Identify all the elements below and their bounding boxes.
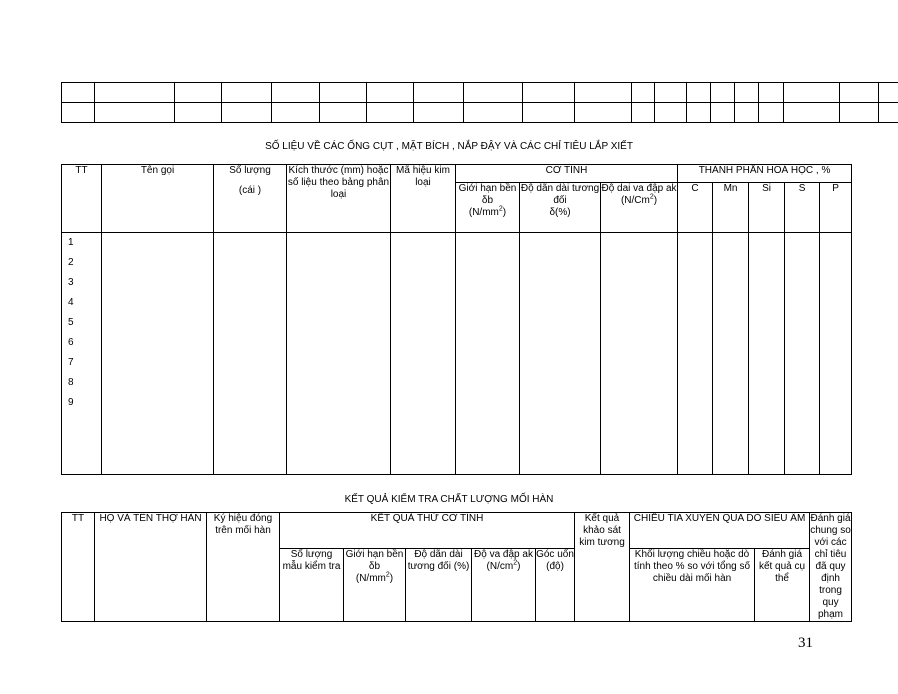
grid-cell (175, 103, 222, 123)
grid-cell (175, 83, 222, 103)
grid-cell (735, 83, 759, 103)
top-grid-row (62, 83, 898, 103)
header-gioi-han (456, 183, 520, 233)
header-s: S (785, 183, 820, 233)
header-chieu-tia: CHIẾU TIA XUYÊN QUA DÒ SIÊU ÂM (630, 513, 810, 549)
header-ky-hieu: Ký hiệu đóng trên mối hàn (207, 513, 280, 622)
body-cell (678, 233, 713, 475)
body-cell (287, 233, 391, 475)
grid-cell (414, 103, 464, 123)
row-number: 5 (68, 317, 74, 328)
row-number: 7 (68, 357, 74, 368)
row-number: 8 (68, 377, 74, 388)
do-dan-label: Độ dãn dài tương đối (520, 183, 600, 206)
row-number: 9 (68, 397, 74, 408)
gioi-han-unit (344, 573, 405, 585)
body-cell (749, 233, 785, 475)
grid-cell (784, 83, 840, 103)
header-tt: TT (62, 513, 95, 622)
do-dai-unit-sup: 2 (649, 193, 654, 201)
weld-inspection-table (61, 512, 852, 622)
gioi-han-unit-text: (N/mm (468, 207, 499, 218)
body-cell (214, 233, 287, 475)
grid-cell (523, 83, 575, 103)
do-va-dap-label: Độ va đập ak (474, 548, 533, 560)
top-grid-table (61, 82, 898, 123)
grid-cell (632, 83, 655, 103)
page-number: 31 (798, 635, 813, 651)
fittings-data-table (61, 164, 852, 475)
so-luong-label: Số lượng (229, 165, 271, 176)
do-dai-unit (601, 195, 677, 207)
header-goc-uon: Góc uốn (độ) (536, 548, 575, 621)
section1-title: SỐ LIỆU VỀ CÁC ỐNG CỤT , MẶT BÍCH , NẮP ĐẬY VÀ CÁC CHỈ TIÊU LẮP XIẾT (265, 141, 633, 152)
do-va-dap-unit-sup: 2 (513, 559, 518, 567)
do-va-dap-unit-text: (N/cm (486, 560, 514, 572)
header-c: C (678, 183, 713, 233)
body-cell (520, 233, 601, 475)
header-khoi-luong: Khối lượng chiều hoặc dò tính theo % so với tổng số chiều dài mối hàn (630, 548, 755, 621)
grid-cell (840, 103, 879, 123)
body-cell (713, 233, 749, 475)
grid-cell (759, 103, 784, 123)
header-ket-qua-khao-sat: Kết quả khảo sát kim tương (575, 513, 630, 622)
header-thanh-phan: THÀNH PHẦN HOÁ HỌC , % (678, 165, 852, 183)
header-kich-thuoc: Kích thước (mm) hoặc số liệu theo bảng phân loại (287, 165, 391, 233)
grid-cell (272, 83, 320, 103)
body-cell (102, 233, 214, 475)
grid-cell (711, 83, 735, 103)
row-number: 1 (68, 237, 74, 248)
grid-cell (759, 83, 784, 103)
grid-cell (222, 83, 272, 103)
header-p: P (820, 183, 852, 233)
grid-cell (414, 83, 464, 103)
gioi-han-unit-close: ) (502, 207, 507, 218)
grid-cell (735, 103, 759, 123)
do-dai-unit-text: (N/Cm (620, 195, 650, 206)
header-mn: Mn (713, 183, 749, 233)
header-do-dan: Độ dãn dài tương đối (%) (406, 548, 472, 621)
grid-cell (320, 83, 367, 103)
grid-cell (62, 83, 95, 103)
gioi-han-unit-sup: 2 (498, 205, 503, 213)
gioi-han-label: Giới hạn bền δb (345, 548, 404, 572)
so-luong-unit: (cái ) (238, 185, 262, 196)
grid-cell (575, 103, 632, 123)
do-dai-unit-close: ) (653, 195, 658, 206)
row-number: 3 (68, 277, 74, 288)
grid-cell (632, 103, 655, 123)
grid-cell (840, 83, 879, 103)
grid-cell (320, 103, 367, 123)
header-so-luong-mau: Số lượng mẫu kiểm tra (280, 548, 344, 621)
grid-cell (687, 83, 711, 103)
row-number: 2 (68, 257, 74, 268)
grid-cell (687, 103, 711, 123)
header-ma-hieu: Mã hiệu kim loại (391, 165, 456, 233)
grid-cell (784, 103, 840, 123)
body-cell (391, 233, 456, 475)
do-dai-label: Độ dai va đập ak (601, 183, 677, 194)
header-gioi-han (344, 548, 406, 621)
grid-cell (879, 83, 898, 103)
row-number: 6 (68, 337, 74, 348)
grid-cell (523, 103, 575, 123)
grid-cell (367, 83, 414, 103)
grid-cell (464, 83, 523, 103)
body-cell (456, 233, 520, 475)
gioi-han-unit-text: (N/mm (355, 572, 386, 584)
header-ket-qua-co-tinh: KẾT QUẢ THỬ CƠ TÍNH (280, 513, 575, 549)
gioi-han-label: Giới hạn bền δb (458, 183, 517, 206)
grid-cell (711, 103, 735, 123)
header-danh-gia-ket-qua: Đánh giá kết quả cụ thể (755, 548, 810, 621)
grid-cell (575, 83, 632, 103)
grid-cell (464, 103, 523, 123)
row-number: 4 (68, 297, 74, 308)
grid-cell (95, 83, 175, 103)
grid-cell (879, 103, 898, 123)
do-dan-unit: δ(%) (549, 207, 571, 218)
header-si: Si (749, 183, 785, 233)
header-do-va-dap (472, 548, 536, 621)
section2-title: KẾT QUẢ KIỂM TRA CHẤT LƯỢNG MỐI HÀN (344, 494, 554, 505)
header-co-tinh: CƠ TÍNH (456, 165, 678, 183)
header-ten-goi: Tên gọi (102, 165, 214, 233)
grid-cell (272, 103, 320, 123)
header-tt: TT (62, 165, 102, 233)
row-number-column (62, 233, 102, 475)
grid-cell (222, 103, 272, 123)
gioi-han-unit (456, 207, 519, 219)
grid-cell (655, 83, 687, 103)
body-cell (785, 233, 820, 475)
do-va-dap-unit (472, 561, 535, 573)
gioi-han-unit-sup: 2 (385, 571, 390, 579)
body-cell (601, 233, 678, 475)
header-danh-gia-chung: Đánh giá chung so với các chỉ tiêu đã quy định trong quy phạm (810, 513, 851, 620)
header-do-dai (601, 183, 678, 233)
do-va-dap-unit-close: ) (517, 560, 521, 572)
grid-cell (367, 103, 414, 123)
body-cell (820, 233, 852, 475)
header-ho-ten: HỌ VÀ TÊN THỢ HÀN (95, 513, 207, 622)
grid-cell (95, 103, 175, 123)
header-so-luong (214, 165, 287, 233)
header-do-dan (520, 183, 601, 233)
top-grid-row (62, 103, 898, 123)
grid-cell (62, 103, 95, 123)
gioi-han-unit-close: ) (389, 572, 394, 584)
grid-cell (655, 103, 687, 123)
